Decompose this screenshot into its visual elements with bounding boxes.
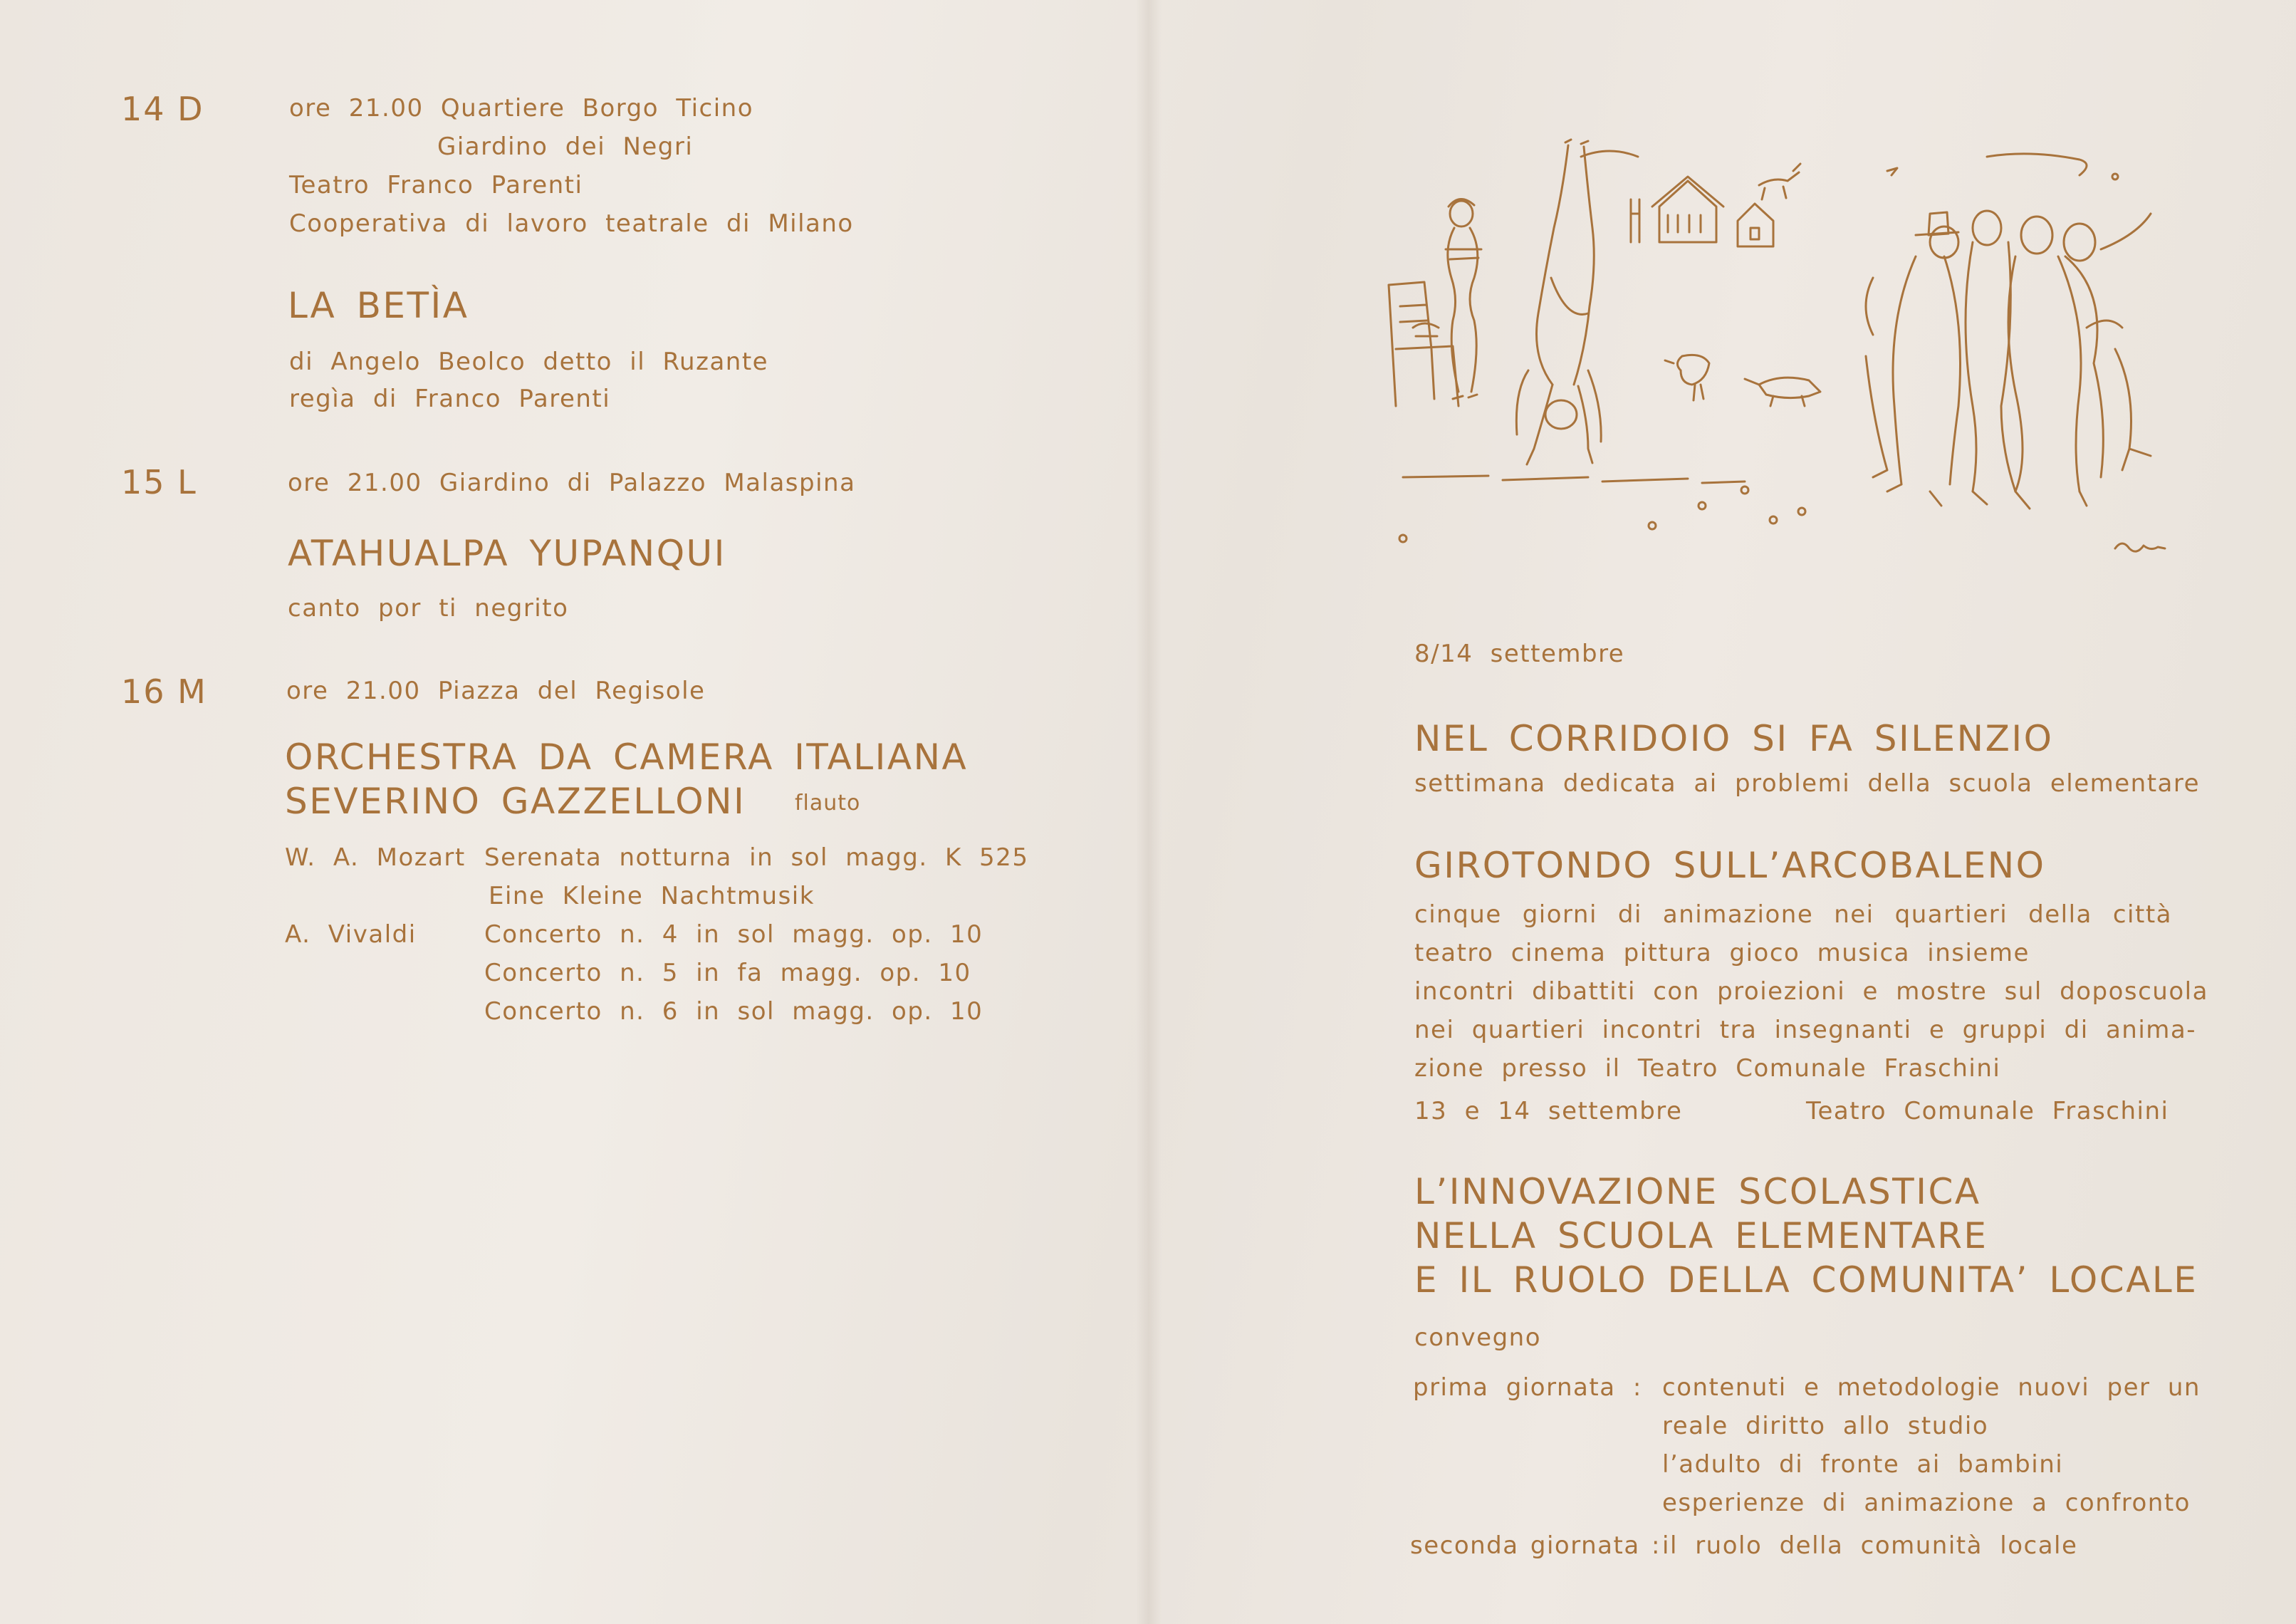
section-title-3: NELLA SCUOLA ELEMENTARE [1414,1215,1988,1256]
day-15-time-venue: ore 21.00 Giardino di Palazzo Malaspina [288,469,856,497]
program-composer: A. Vivaldi [285,920,417,949]
day-16-label: 16 M [121,672,207,711]
section-title-3: L’INNOVAZIONE SCOLASTICA [1414,1171,1981,1212]
section-title-3: E IL RUOLO DELLA COMUNITA’ LOCALE [1414,1259,2198,1301]
day-14-title: LA BETÌA [288,285,469,326]
program-composer: W. A. Mozart [285,843,466,872]
day1-item: esperienze di animazione a confronto [1662,1489,2191,1517]
paragraph-line: incontri dibattiti con proiezioni e mostre sul doposcuola [1414,977,2208,1006]
section-title-2: GIROTONDO SULL’ARCOBALENO [1414,845,2046,886]
event-dates: 8/14 settembre [1414,640,1625,668]
section-subtitle-1: settimana dedicata ai problemi della scuola elementare [1414,769,2201,798]
program-piece: Concerto n. 6 in sol magg. op. 10 [484,997,983,1026]
day1-item: contenuti e metodologie nuovi per un [1662,1373,2201,1402]
chagall-illustration [1374,135,2186,577]
paragraph-line: cinque giorni di animazione nei quartieri della città [1414,900,2172,929]
day-14-company-line2: Cooperativa di lavoro teatrale di Milano [289,209,854,238]
day-14-venue-line2: Giardino dei Negri [437,132,694,161]
section-title-1: NEL CORRIDOIO SI FA SILENZIO [1414,718,2054,759]
paragraph-line: zione presso il Teatro Comunale Fraschini [1414,1054,2001,1083]
paragraph-line: teatro cinema pittura gioco musica insieme [1414,939,2030,967]
day-16-title: ORCHESTRA DA CAMERA ITALIANA [285,736,969,778]
convegno-label: convegno [1414,1323,1542,1352]
page-fold [1136,0,1162,1624]
day-14-company: Teatro Franco Parenti [289,171,583,199]
day-15-label: 15 L [121,463,197,501]
day-14-time-venue: ore 21.00 Quartiere Borgo Ticino [289,94,754,123]
day-15-title: ATAHUALPA YUPANQUI [288,533,726,574]
day-16-instrument: flauto [795,791,861,816]
program-piece: Concerto n. 5 in fa magg. op. 10 [484,959,971,987]
program-piece: Concerto n. 4 in sol magg. op. 10 [484,920,983,949]
day-15-subtitle: canto por ti negrito [288,594,569,623]
event-venue-2: Teatro Comunale Fraschini [1806,1097,2169,1125]
day-14-director: regìa di Franco Parenti [289,385,611,413]
paragraph-line: nei quartieri incontri tra insegnanti e gruppi di anima- [1414,1016,2197,1044]
day-16-time-venue: ore 21.00 Piazza del Regisole [286,677,706,705]
day-14-label: 14 D [121,90,204,128]
program-piece: Serenata notturna in sol magg. K 525 [484,843,1029,872]
day-16-soloist: SEVERINO GAZZELLONI [285,781,746,822]
day1-label: prima giornata : [1413,1373,1642,1402]
day1-item: l’adulto di fronte ai bambini [1662,1450,2064,1479]
event-date-2: 13 e 14 settembre [1414,1097,1683,1125]
program-piece: Eine Kleine Nachtmusik [489,882,815,910]
day2-item: il ruolo della comunità locale [1662,1531,2078,1560]
day-14-author: di Angelo Beolco detto il Ruzante [289,348,769,376]
day2-label: seconda giornata : [1410,1531,1661,1560]
day1-item: reale diritto allo studio [1662,1412,1989,1440]
